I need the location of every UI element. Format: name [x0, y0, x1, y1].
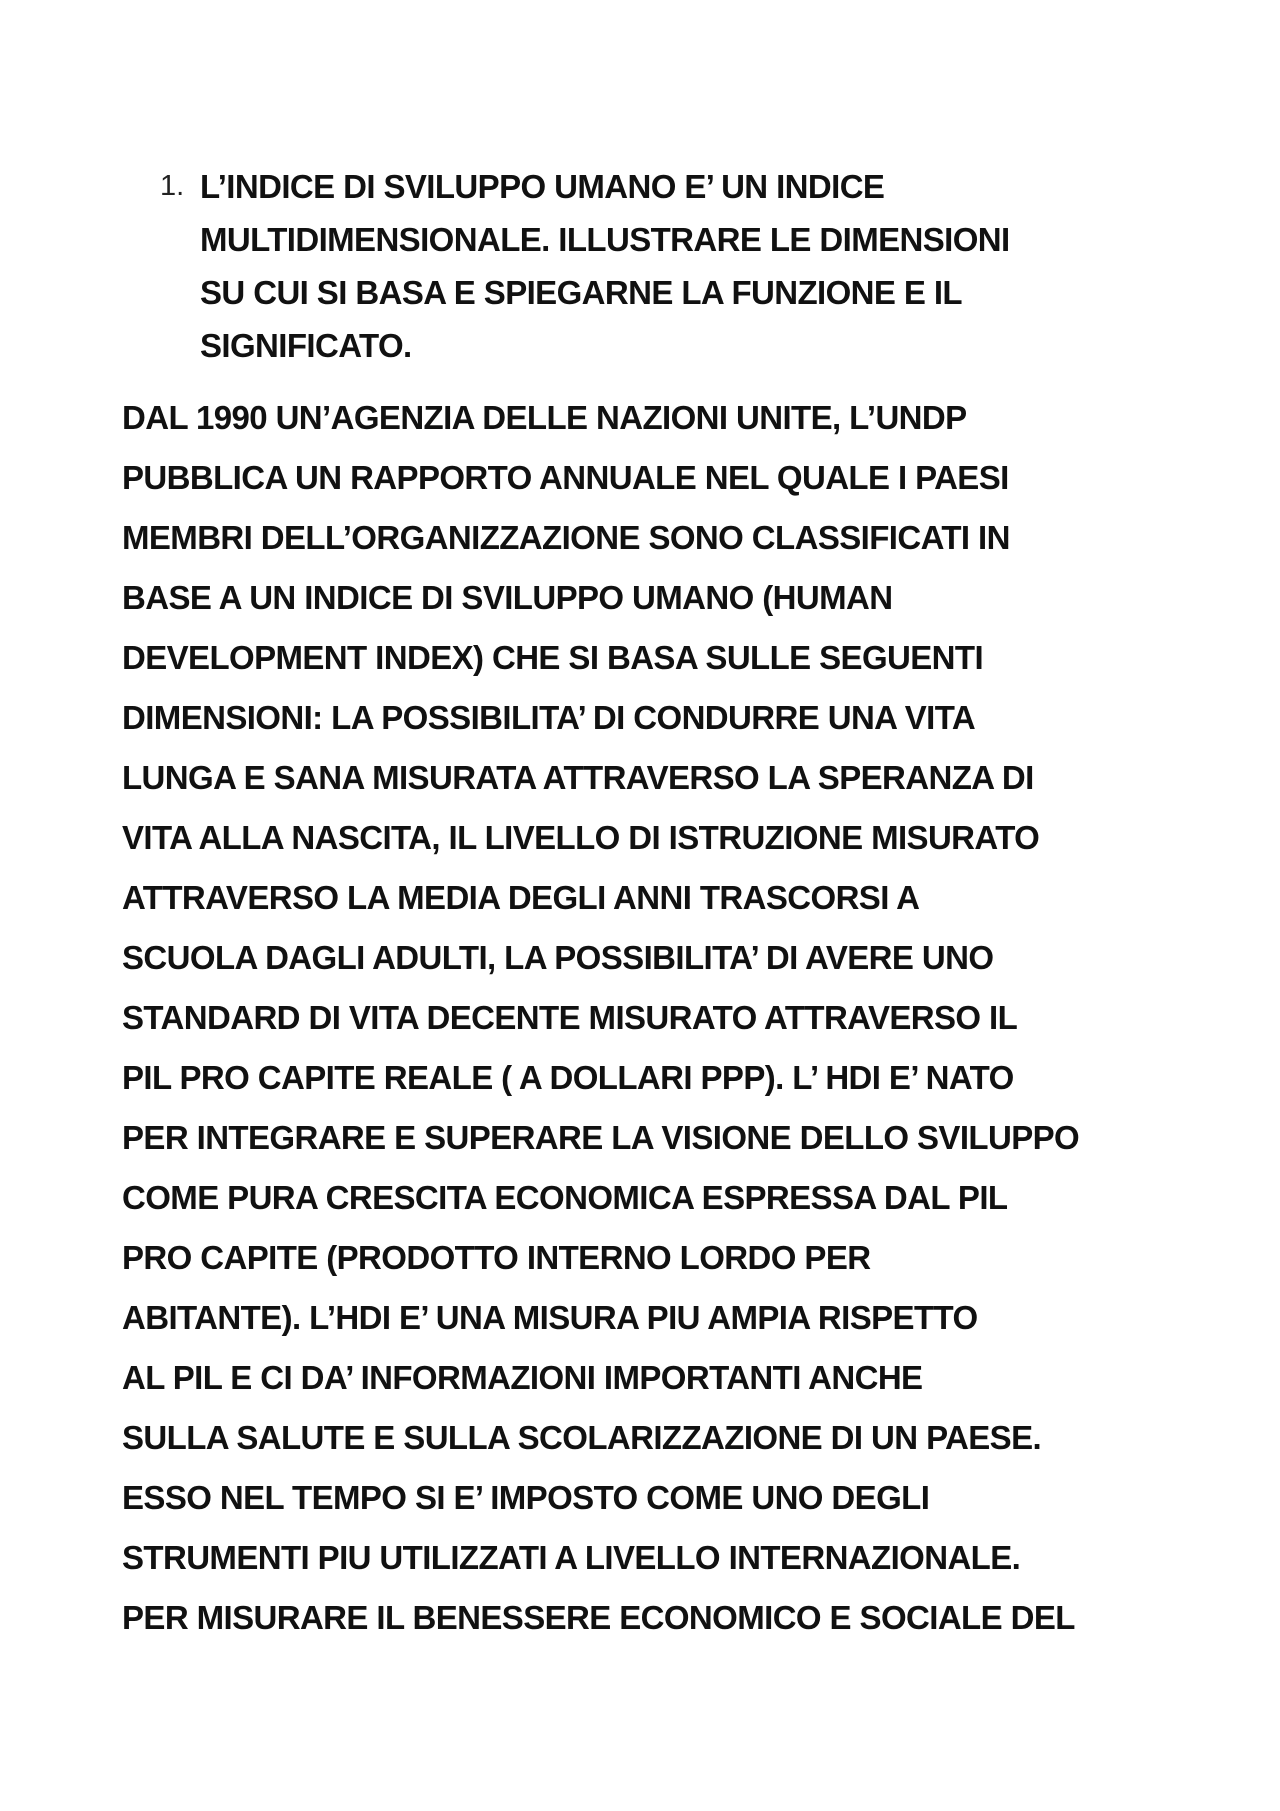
question-line: SIGNIFICATO. [200, 327, 412, 364]
answer-line: PER MISURARE IL BENESSERE ECONOMICO E SOCIALE DEL [122, 1599, 1075, 1636]
answer-line: PUBBLICA UN RAPPORTO ANNUALE NEL QUALE I PAESI [122, 459, 1009, 496]
answer-line: ESSO NEL TEMPO SI E’ IMPOSTO COME UNO DEGLI [122, 1479, 930, 1516]
answer-line: STRUMENTI PIU UTILIZZATI A LIVELLO INTERNAZIONALE. [122, 1539, 1021, 1576]
answer-line: VITA ALLA NASCITA, IL LIVELLO DI ISTRUZIONE MISURATO [122, 819, 1040, 856]
question-text [200, 160, 1130, 372]
answer-line: ABITANTE). L’HDI E’ UNA MISURA PIU AMPIA RISPETTO [122, 1299, 978, 1336]
answer-line: PIL PRO CAPITE REALE ( A DOLLARI PPP). L’ HDI E’ NATO [122, 1059, 1014, 1096]
answer-line: PER INTEGRARE E SUPERARE LA VISIONE DELLO SVILUPPO [122, 1119, 1080, 1156]
answer-line: SULLA SALUTE E SULLA SCOLARIZZAZIONE DI UN PAESE. [122, 1419, 1042, 1456]
answer-line: MEMBRI DELL’ORGANIZZAZIONE SONO CLASSIFICATI IN [122, 519, 1010, 556]
answer-line: ATTRAVERSO LA MEDIA DEGLI ANNI TRASCORSI A [122, 879, 920, 916]
answer-line: PRO CAPITE (PRODOTTO INTERNO LORDO PER [122, 1239, 871, 1276]
question-item [160, 160, 1160, 372]
question-line: MULTIDIMENSIONALE. ILLUSTRARE LE DIMENSIONI [200, 221, 1010, 258]
answer-line: DAL 1990 UN’AGENZIA DELLE NAZIONI UNITE, L’UNDP [122, 399, 967, 436]
question-line: SU CUI SI BASA E SPIEGARNE LA FUNZIONE E IL [200, 274, 962, 311]
answer-line: AL PIL E CI DA’ INFORMAZIONI IMPORTANTI ANCHE [122, 1359, 923, 1396]
answer-line: BASE A UN INDICE DI SVILUPPO UMANO (HUMAN [122, 579, 893, 616]
answer-line: SCUOLA DAGLI ADULTI, LA POSSIBILITA’ DI AVERE UNO [122, 939, 994, 976]
answer-line: DEVELOPMENT INDEX) CHE SI BASA SULLE SEGUENTI [122, 639, 984, 676]
answer-line: DIMENSIONI: LA POSSIBILITA’ DI CONDURRE UNA VITA [122, 699, 976, 736]
answer-line: COME PURA CRESCITA ECONOMICA ESPRESSA DAL PIL [122, 1179, 1008, 1216]
question-line: L’INDICE DI SVILUPPO UMANO E’ UN INDICE [200, 168, 885, 205]
answer-line: LUNGA E SANA MISURATA ATTRAVERSO LA SPERANZA DI [122, 759, 1034, 796]
question-number: 1. [160, 170, 185, 202]
answer-line: STANDARD DI VITA DECENTE MISURATO ATTRAVERSO IL [122, 999, 1018, 1036]
answer-paragraph [122, 388, 1182, 1648]
